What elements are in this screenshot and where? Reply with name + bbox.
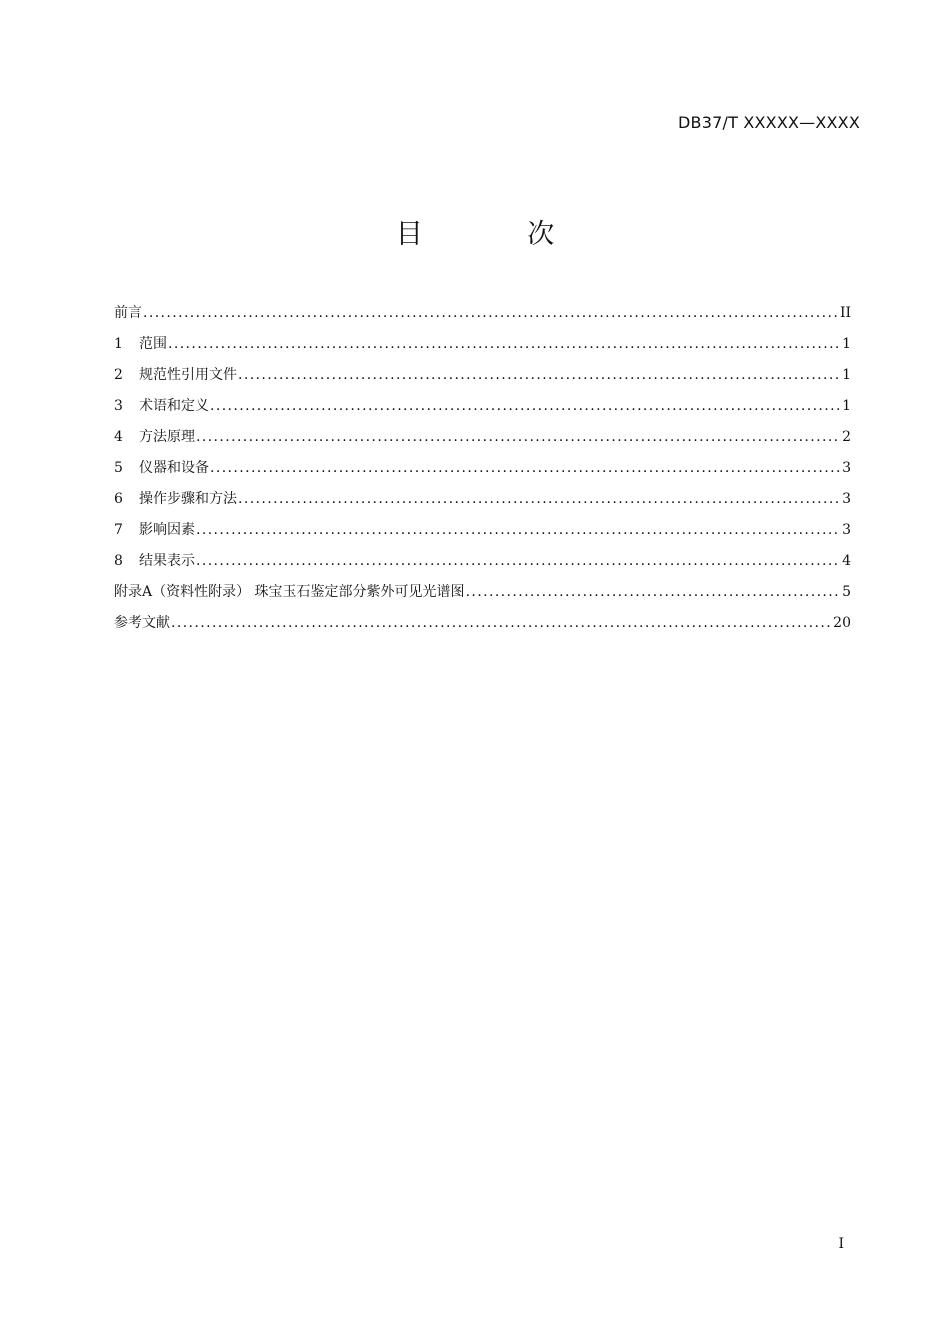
toc-entry-foreword[interactable] bbox=[114, 302, 851, 333]
toc-entry-page: II bbox=[839, 305, 851, 321]
toc-entry-page: 20 bbox=[833, 615, 851, 631]
toc-entry-result-expression[interactable] bbox=[114, 550, 851, 581]
toc-entry-method-principle[interactable] bbox=[114, 426, 851, 457]
toc-entry-title: 参考文献 bbox=[114, 615, 170, 631]
toc-entry-page: 3 bbox=[842, 491, 851, 507]
toc-entry-title: 范围 bbox=[139, 336, 167, 352]
toc-entry-terms-definitions[interactable] bbox=[114, 395, 851, 426]
toc-entry-title: 规范性引用文件 bbox=[139, 367, 237, 383]
toc-dot-leader bbox=[171, 612, 832, 634]
table-of-contents bbox=[114, 302, 851, 643]
toc-dot-leader bbox=[210, 395, 841, 417]
document-code: DB37/T XXXXX—XXXX bbox=[678, 113, 860, 132]
toc-entry-page: 2 bbox=[842, 429, 851, 445]
toc-dot-leader bbox=[196, 519, 841, 541]
toc-entry-number: 2 bbox=[114, 367, 123, 383]
toc-dot-leader bbox=[466, 581, 842, 603]
toc-entry-number: 6 bbox=[114, 491, 123, 507]
toc-entry-instruments-equipment[interactable] bbox=[114, 457, 851, 488]
toc-entry-appendix-a[interactable] bbox=[114, 581, 851, 612]
toc-title: 目 次 bbox=[395, 219, 603, 250]
toc-entry-page: 4 bbox=[842, 553, 851, 569]
toc-entry-page: 1 bbox=[842, 367, 851, 383]
toc-entry-bibliography[interactable] bbox=[114, 612, 851, 643]
toc-entry-title: 仪器和设备 bbox=[139, 460, 209, 476]
toc-entry-title: 操作步骤和方法 bbox=[139, 491, 237, 507]
toc-entry-scope[interactable] bbox=[114, 333, 851, 364]
toc-dot-leader bbox=[196, 550, 841, 572]
toc-entry-page: 5 bbox=[842, 584, 851, 600]
toc-entry-normative-references[interactable] bbox=[114, 364, 851, 395]
toc-entry-title: 附录A（资料性附录） 珠宝玉石鉴定部分紫外可见光谱图 bbox=[114, 584, 465, 600]
toc-dot-leader bbox=[196, 426, 841, 448]
toc-entry-page: 1 bbox=[842, 398, 851, 414]
toc-entry-number: 7 bbox=[114, 522, 123, 538]
toc-entry-number: 1 bbox=[114, 336, 123, 352]
page-number: I bbox=[838, 1236, 844, 1252]
toc-entry-page: 1 bbox=[842, 336, 851, 352]
toc-dot-leader bbox=[238, 364, 841, 386]
toc-entry-influencing-factors[interactable] bbox=[114, 519, 851, 550]
toc-entry-procedure-method[interactable] bbox=[114, 488, 851, 519]
toc-entry-title: 术语和定义 bbox=[139, 398, 209, 414]
toc-entry-page: 3 bbox=[842, 460, 851, 476]
toc-entry-title: 影响因素 bbox=[139, 522, 195, 538]
toc-entry-number: 8 bbox=[114, 553, 123, 569]
toc-entry-title: 前言 bbox=[114, 305, 142, 321]
toc-dot-leader bbox=[210, 457, 841, 479]
toc-entry-number: 5 bbox=[114, 460, 123, 476]
toc-entry-title: 结果表示 bbox=[139, 553, 195, 569]
toc-dot-leader bbox=[168, 333, 841, 355]
toc-dot-leader bbox=[238, 488, 841, 510]
toc-dot-leader bbox=[143, 302, 839, 324]
toc-entry-page: 3 bbox=[842, 522, 851, 538]
toc-entry-title: 方法原理 bbox=[139, 429, 195, 445]
toc-entry-number: 4 bbox=[114, 429, 123, 445]
toc-entry-number: 3 bbox=[114, 398, 123, 414]
